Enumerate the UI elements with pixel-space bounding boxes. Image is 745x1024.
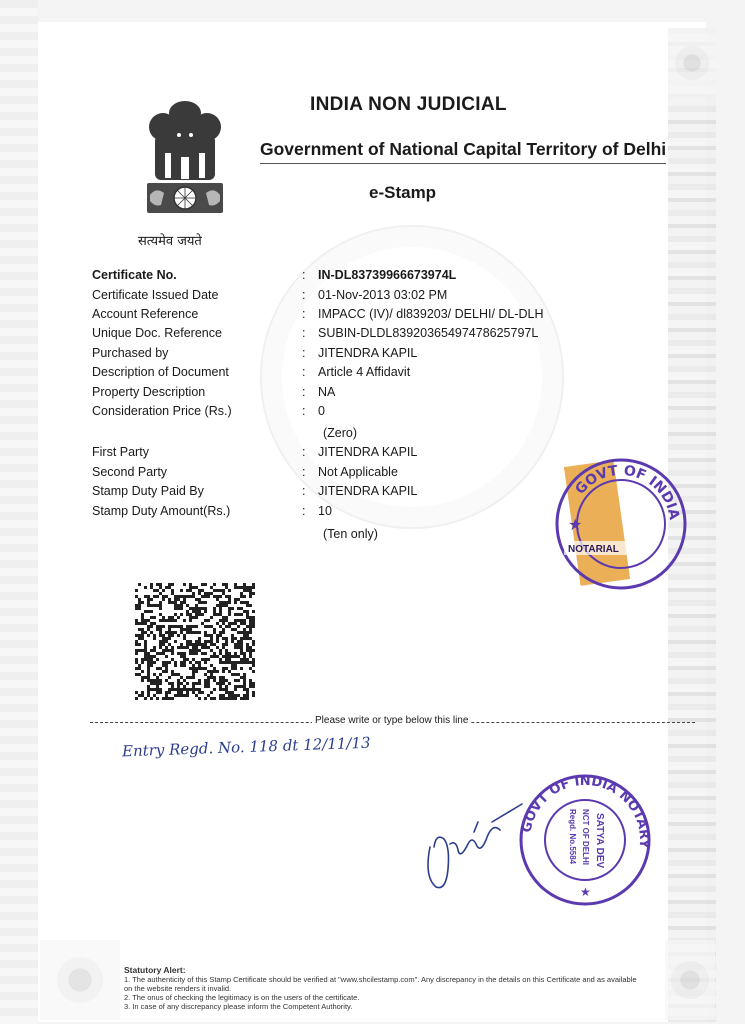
- emblem-motto: सत्यमेव जयते: [138, 234, 202, 249]
- notary-outer-text: GOVT OF INDIA NOTARY: [519, 773, 652, 849]
- corner-ornament-top-right: [668, 28, 716, 98]
- notarial-stamp: [552, 455, 690, 593]
- stamp-type: e-Stamp: [369, 183, 437, 202]
- national-emblem-icon: [135, 95, 235, 230]
- certificate-no-label: Certificate No.: [92, 268, 177, 282]
- colon: :: [302, 365, 306, 379]
- corner-ornament-bottom-left: [40, 940, 120, 1020]
- issued-date-value: 01-Nov-2013 03:02 PM: [318, 288, 448, 302]
- account-reference-value: IMPACC (IV)/ dl839203/ DELHI/ DL-DLH: [318, 307, 544, 321]
- consideration-price-label: Consideration Price (Rs.): [92, 404, 232, 418]
- stamp-duty-paid-by-label: Stamp Duty Paid By: [92, 484, 204, 498]
- handwritten-entry: Entry Regd. No. 118 dt 12/11/13: [121, 733, 371, 761]
- second-party-value: Not Applicable: [318, 465, 398, 479]
- colon: :: [302, 268, 306, 282]
- stamp-top-text: GOVT OF INDIA: [572, 462, 682, 522]
- qr-code: [134, 582, 255, 700]
- document-subtitle: Government of National Capital Territory of Delhi: [260, 139, 666, 164]
- colon: :: [302, 504, 306, 518]
- write-below-text: Please write or type below this line: [312, 715, 471, 726]
- notary-stamp: [516, 770, 654, 910]
- property-description-label: Property Description: [92, 385, 206, 399]
- statutory-alert-item: 3. In case of any discrepancy please inform the Competent Authority.: [124, 1002, 353, 1011]
- colon: :: [302, 346, 306, 360]
- statutory-alert-item: 1. The authenticity of this Stamp Certificate should be verified at "www.shcilestamp.com". Any discrepancy in the details on this Certificate and as available on the website renders it invalid.: [124, 975, 637, 993]
- document-title: INDIA NON JUDICIAL: [310, 94, 507, 115]
- unique-doc-reference-label: Unique Doc. Reference: [92, 326, 222, 340]
- notary-name: SATYA DEV: [594, 813, 605, 869]
- star-icon: ★: [568, 517, 583, 534]
- consideration-price-value: 0: [318, 404, 325, 418]
- statutory-alert-title: Statutory Alert:: [124, 965, 186, 975]
- first-party-value: JITENDRA KAPIL: [318, 445, 418, 459]
- stamp-duty-amount-words: (Ten only): [323, 527, 378, 541]
- account-reference-label: Account Reference: [92, 307, 199, 321]
- purchased-by-label: Purchased by: [92, 346, 169, 360]
- purchased-by-value: JITENDRA KAPIL: [318, 346, 418, 360]
- document-description-value: Article 4 Affidavit: [318, 365, 411, 379]
- consideration-price-words: (Zero): [323, 426, 358, 440]
- document-description-label: Description of Document: [92, 365, 229, 379]
- star-icon: ★: [580, 885, 591, 899]
- issued-date-label: Certificate Issued Date: [92, 288, 219, 302]
- colon: :: [302, 385, 306, 399]
- colon: :: [302, 288, 306, 302]
- stamp-duty-amount-value: 10: [318, 504, 332, 518]
- page-left-border: [0, 0, 38, 1024]
- colon: :: [302, 465, 306, 479]
- colon: :: [302, 484, 306, 498]
- colon: :: [302, 326, 306, 340]
- notarial-label: NOTARIAL: [568, 544, 619, 555]
- first-party-label: First Party: [92, 445, 149, 459]
- property-description-value: NA: [318, 385, 336, 399]
- colon: :: [302, 445, 306, 459]
- corner-ornament-bottom-right: [665, 940, 715, 1020]
- second-party-label: Second Party: [92, 465, 168, 479]
- notary-signature: [412, 792, 532, 892]
- stamp-duty-amount-label: Stamp Duty Amount(Rs.): [92, 504, 231, 518]
- certificate-no-value: IN-DL83739966673974L: [318, 268, 457, 282]
- colon: :: [302, 404, 306, 418]
- stamp-duty-paid-by-value: JITENDRA KAPIL: [318, 484, 418, 498]
- unique-doc-reference-value: SUBIN-DLDL83920365497478625797L: [318, 326, 539, 340]
- colon: :: [302, 307, 306, 321]
- notary-region: NCT OF DELHI: [581, 809, 590, 865]
- statutory-alert: [124, 966, 644, 1011]
- notary-reg-no: Regd. No.5584: [568, 809, 577, 865]
- statutory-alert-item: 2. The onus of checking the legitimacy is on the users of the certificate.: [124, 993, 360, 1002]
